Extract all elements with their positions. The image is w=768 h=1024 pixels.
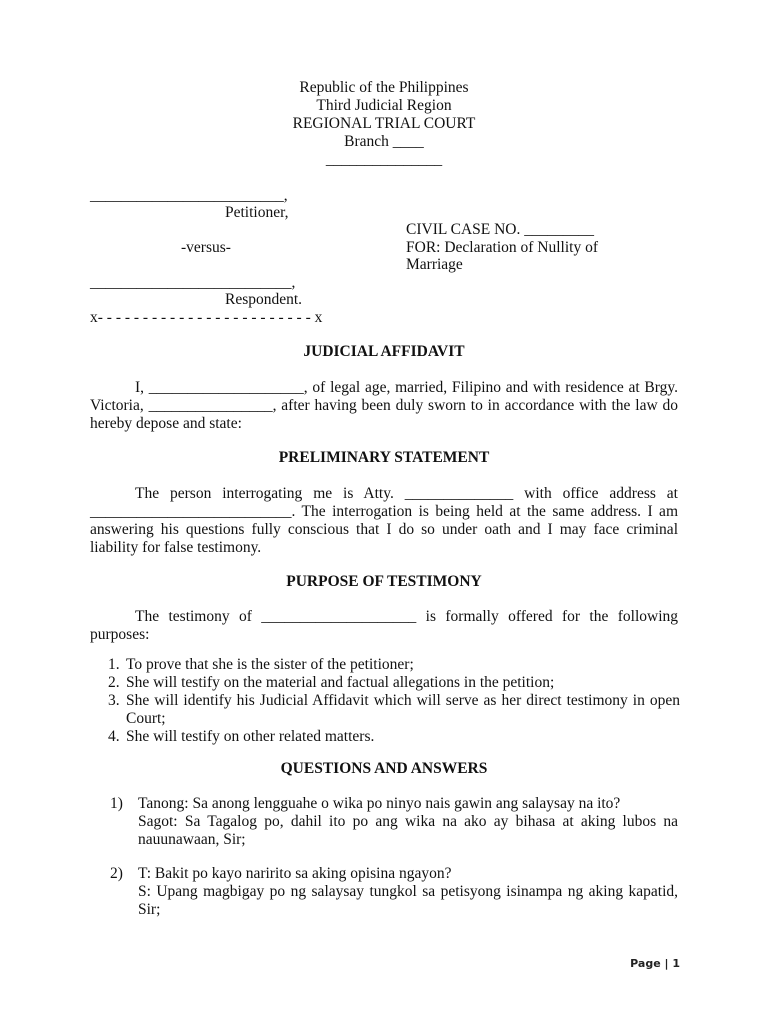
purpose-list-item [90,656,680,674]
qa-question: Tanong: Sa anong lengguahe o wika po ninyo nais gawin ang salaysay na ito? [138,795,621,812]
purpose-list-item [90,728,680,746]
case-for-line1: FOR: Declaration of Nullity of [406,239,598,256]
qa-answer: Sagot: Sa Tagalog po, dahil ito po ang wika na ako ay bihasa at aking lubos na nauunawaan, Sir; [138,813,678,848]
purpose-paragraph [90,608,678,644]
list-item-text: To prove that she is the sister of the petitioner; [126,656,414,673]
purpose-list-item [90,692,680,728]
header-branch: Branch ____ [344,133,424,150]
qa-body [138,865,678,919]
list-item-text: She will identify his Judicial Affidavit which will serve as her direct testimony in open Court; [126,692,680,727]
qa-heading: QUESTIONS AND ANSWERS [280,760,488,777]
intro-paragraph [90,379,678,433]
list-item-text: She will testify on other related matters. [126,728,375,745]
preliminary-text: The person interrogating me is Atty. ______________ with office address at __________________________. The interrogation is being held at the same address. I am answering his questions fully conscious that I do so under oath and I may face criminal liability for false testimony. [90,485,678,556]
list-item-text: She will testify on the material and factual allegations in the petition; [126,674,555,691]
header-underline: _______________ [325,151,443,168]
qa-body [138,795,678,849]
versus-label: -versus- [181,239,231,256]
purpose-list [90,656,680,746]
page-number: Page | 1 [630,957,680,970]
list-item-number: 3. [108,692,120,709]
qa-question: T: Bakit po kayo naririto sa aking opisina ngayon? [138,865,452,882]
caption-separator: x- - - - - - - - - - - - - - - - - - - - - - - - x [90,309,323,326]
case-for-line2: Marriage [406,256,463,273]
purpose-text: The testimony of ____________________ is formally offered for the following purposes: [90,608,678,643]
list-item-number: 4. [108,728,120,745]
qa-number: 2) [110,865,123,882]
petitioner-label: Petitioner, [225,204,289,221]
petitioner-blank: _________________________, [90,187,288,204]
intro-text: I, ____________________, of legal age, married, Filipino and with residence at Brgy. Victoria, ________________, after having been duly sworn to in accordance with the law do hereby depose and state: [90,379,678,432]
respondent-label: Respondent. [225,291,303,308]
header-region: Third Judicial Region [316,97,452,114]
header-court: REGIONAL TRIAL COURT [292,115,476,132]
civil-case-number: CIVIL CASE NO. _________ [406,221,595,238]
court-header [0,79,768,169]
respondent-blank: __________________________, [90,274,296,291]
qa-number: 1) [110,795,123,812]
header-republic: Republic of the Philippines [299,79,469,96]
list-item-number: 2. [108,674,120,691]
purpose-heading: PURPOSE OF TESTIMONY [286,573,482,590]
qa-answer: S: Upang magbigay po ng salaysay tungkol sa petisyong isinampa ng aking kapatid, Sir; [138,883,678,918]
purpose-list-item [90,674,680,692]
qa-item [90,865,678,919]
affidavit-title: JUDICIAL AFFIDAVIT [303,343,465,360]
qa-item [90,795,678,849]
preliminary-heading: PRELIMINARY STATEMENT [278,449,490,466]
list-item-number: 1. [108,656,120,673]
preliminary-paragraph [90,485,678,557]
